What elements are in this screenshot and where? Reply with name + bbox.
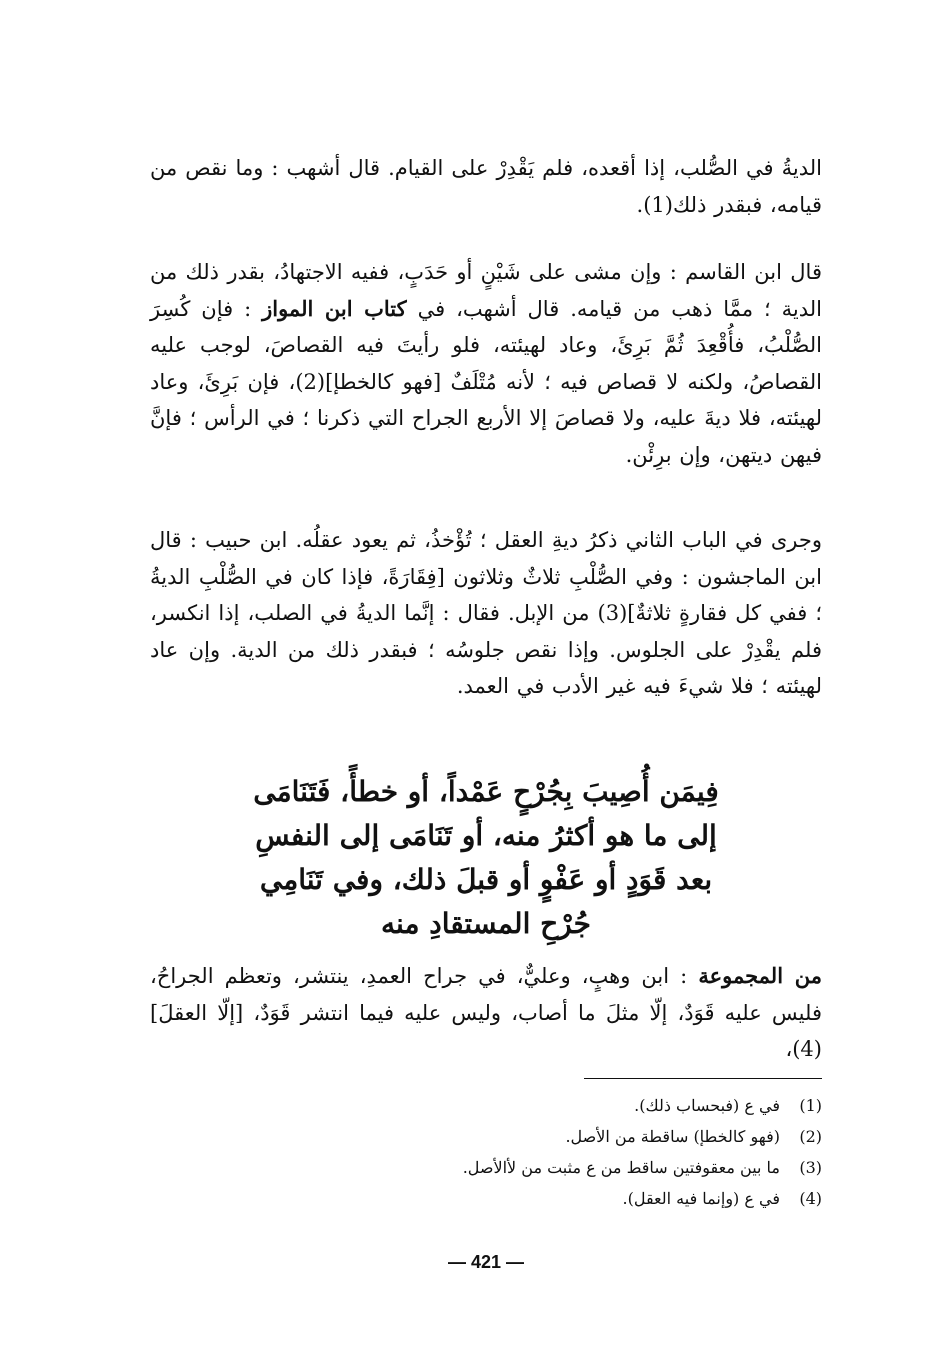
paragraph-2 bbox=[150, 254, 822, 473]
footnote-number: (1) bbox=[799, 1096, 822, 1115]
paragraph-1 bbox=[150, 150, 822, 223]
paragraph-4-source: من المجموعة bbox=[698, 963, 822, 988]
footnote-number: (3) bbox=[799, 1158, 822, 1177]
heading-line-1: فِيمَن أُصِيبَ بِجُرْحٍ عَمْداً، أو خطأً، فَتَنَامَى bbox=[253, 775, 719, 808]
page-number: — 421 — bbox=[447, 1252, 525, 1272]
heading-line-2: إلى ما هو أكثرُ منه، أو تَنَامَى إلى النفسِ bbox=[255, 819, 717, 852]
footnotes-list bbox=[150, 1090, 822, 1214]
footnote-item bbox=[150, 1090, 822, 1121]
footnote-item bbox=[150, 1183, 822, 1214]
paragraph-4 bbox=[150, 958, 822, 1068]
paragraph-2-text-end: : فإن كُسِرَ الصُّلْبُ، فأُقْعِدَ ثُمَّ بَرِئَ، وعاد لهيئته، فلو رأيتَ فيه القصاصَ، لوجب عليه القصاصُ، ولكنه لا قصاص فيه ؛ لأنه مُتْلَفٌ [فهو كالخطإ](2)، فإن بَرِئَ، وعاد لهيئته، فلا ديةَ عليه، ولا قصاصَ إلا الأربع الجراح التي ذكرنا ؛ في الرأس ؛ فإنَّ فيهن ديتهن، وإن برِئْن. bbox=[150, 296, 822, 467]
paragraph-2-text-start: قال ابن القاسم : وإن مشى على شَيْنٍ أو حَدَبٍ، ففيه الاجتهادُ، بقدر ذلك من الدية ؛ ممَّا ذهب من قيامه. قال أشهب، في bbox=[150, 260, 822, 321]
footnote-text: (فهو كالخطإ) ساقطة من الأصل. bbox=[565, 1127, 780, 1146]
footnote-item bbox=[150, 1152, 822, 1183]
paragraph-3-text: وجرى في الباب الثاني ذكرُ ديةِ العقل ؛ تُؤْخذُ، ثم يعود عقلُه. ابن حبيب : قال ابن الماجشون : وفي الصُّلْبِ ثلاثٌ وثلاثون [فِقَارَةً، فإذا كان في الصُّلْبِ الديةُ ؛ ففي كل فقارةٍ ثلاثةٌ](3) من الإبل. فقال : إنَّما الديةُ في الصلب، إذا انكسر، فلم يقْدِرْ على الجلوس. وإذا نقص جلوسُه ؛ فبقدر ذلك من الدية. وإن عاد لهيئته ؛ فلا شيءَ فيه غير الأدب في العمد. bbox=[150, 528, 822, 698]
paragraph-3 bbox=[150, 522, 822, 705]
footnote-number: (4) bbox=[799, 1189, 822, 1208]
document-page bbox=[150, 150, 822, 1280]
section-heading bbox=[150, 770, 822, 946]
footnote-text: في ع (وإنما فيه العقل). bbox=[622, 1189, 780, 1208]
footnote-item bbox=[150, 1121, 822, 1152]
paragraph-4-text: : ابن وهبٍ، وعليٌّ، في جراح العمدِ، ينتشر، وتعظم الجراحُ، فليس عليه قَوَدٌ، إلّا مثلَ ما أصاب، وليس عليه فيما انتشر قَوَدٌ، [إلّا العقلَ](4)، bbox=[150, 964, 822, 1061]
paragraph-1-text: الديةُ في الصُّلب، إذا أقعده، فلم يَقْدِرْ على القيام. قال أشهب : وما نقص من قيامه، فبقدر ذلك(1). bbox=[150, 156, 822, 217]
footnote-text: ما بين معقوفتين ساقط من ع مثبت من لأالأصل. bbox=[462, 1158, 780, 1177]
heading-line-3: بعد قَوَدٍ أو عَفْوٍ أو قبلَ ذلك، وفي تَنَامِي bbox=[259, 863, 713, 896]
paragraph-2-book-title: كتاب ابن المواز bbox=[262, 295, 407, 321]
footnote-text: في ع (فبحساب ذلك). bbox=[634, 1096, 780, 1115]
footnote-divider bbox=[584, 1078, 822, 1079]
footnote-number: (2) bbox=[799, 1127, 822, 1146]
heading-line-4: جُرْحِ المستقادِ منه bbox=[381, 907, 591, 940]
